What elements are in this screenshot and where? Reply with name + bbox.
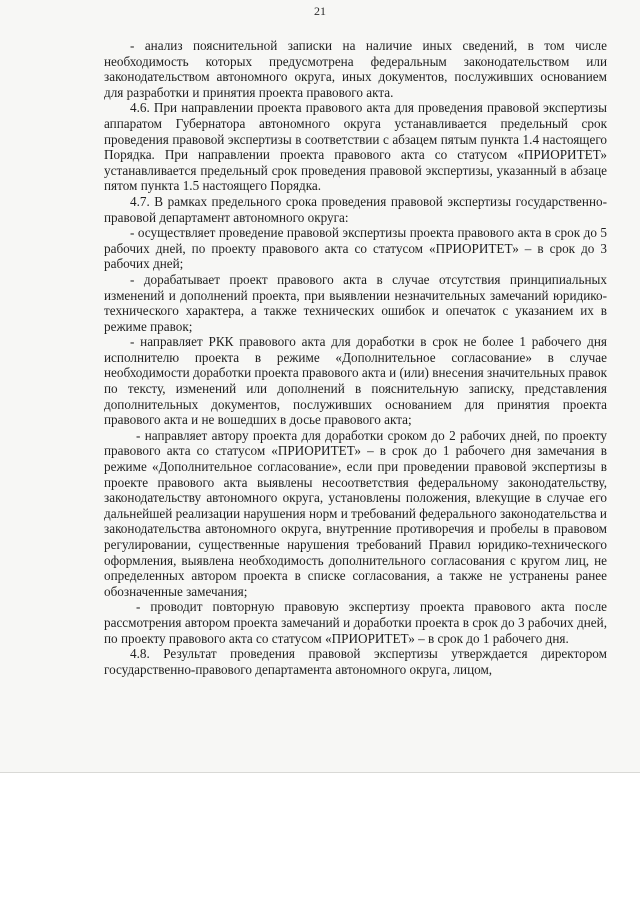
- paragraph-4-7-item-send-author: - направляет автору проекта для доработки сроком до 2 рабочих дней, по проекту правового акта со статусом «ПРИОРИТЕТ» – в срок до 1 рабочего дня замечания в режиме «Дополнительное согласование», если при проведении правовой экспертизы в проекте правового акта выявлены несоответствия федеральному законодательству, законодательству автономного округа, установлены положения, влекущие в случае его дальнейшей реализации нарушения норм и требований федерального законодательства и законодательства автономного округа, внутренние противоречия и пробелы в правовом регулировании, существенные нарушения требований Правил юридико-технического оформления, выявлена необходимость дополнительного согласования с кругом лиц, не определенных автором проекта в списке согласования, а также не устранены ранее обозначенные замечания;: [104, 427, 607, 599]
- paragraph-4-7-item-review: - осуществляет проведение правовой экспертизы проекта правового акта в срок до 5 рабочих дней, по проекту правового акта со статусом «ПРИОРИТЕТ» – в срок до 3 рабочих дней;: [104, 225, 607, 272]
- document-body: [104, 38, 607, 677]
- paragraph-4-7-item-send-rkk: - направляет РКК правового акта для доработки в срок не более 1 рабочего дня исполнителю проекта в режиме «Дополнительное согласование» в случае необходимости доработки проекта правового акта и (или) внесения значительных правок по тексту, изменений или дополнений в пояснительную записку, представления дополнительных документов, послуживших основанием для принятия проекта правового акта и не вошедших в досье правового акта;: [104, 334, 607, 428]
- paragraph-4-8: 4.8. Результат проведения правовой экспертизы утверждается директором государственно-правового департамента автономного округа, лицом,: [104, 646, 607, 677]
- paragraph-4-6: 4.6. При направлении проекта правового акта для проведения правовой экспертизы аппаратом Губернатора автономного округа устанавливается предельный срок проведения правовой экспертизы в соответствии с абзацем пятым пункта 1.4 настоящего Порядка. При направлении проекта правового акта со статусом «ПРИОРИТЕТ» устанавливается предельный срок проведения правовой экспертизы, указанный в абзаце пятом пункта 1.5 настоящего Порядка.: [104, 100, 607, 194]
- paragraph-4-7-item-repeat-review: - проводит повторную правовую экспертизу проекта правового акта после рассмотрения автором проекта замечаний и доработки проекта в срок до 3 рабочих дней, по проекту правового акта со статусом «ПРИОРИТЕТ» – в срок до 1 рабочего дня.: [104, 599, 607, 646]
- paragraph-4-7: 4.7. В рамках предельного срока проведения правовой экспертизы государственно-правовой департамент автономного округа:: [104, 193, 607, 225]
- page-number: 21: [314, 4, 326, 18]
- paragraph-4-7-item-revise: - дорабатывает проект правового акта в случае отсутствия принципиальных изменений и дополнений проекта, при выявлении незначительных замечаний юридико-технического характера, а также технических ошибок и опечаток с указанием их в режиме правок;: [104, 271, 607, 334]
- paragraph-analysis-note: - анализ пояснительной записки на наличие иных сведений, в том числе необходимость которых предусмотрена федеральным законодательством или законодательством автономного округа, иных документов, послуживших основанием для разработки и принятия проекта правового акта.: [104, 38, 607, 100]
